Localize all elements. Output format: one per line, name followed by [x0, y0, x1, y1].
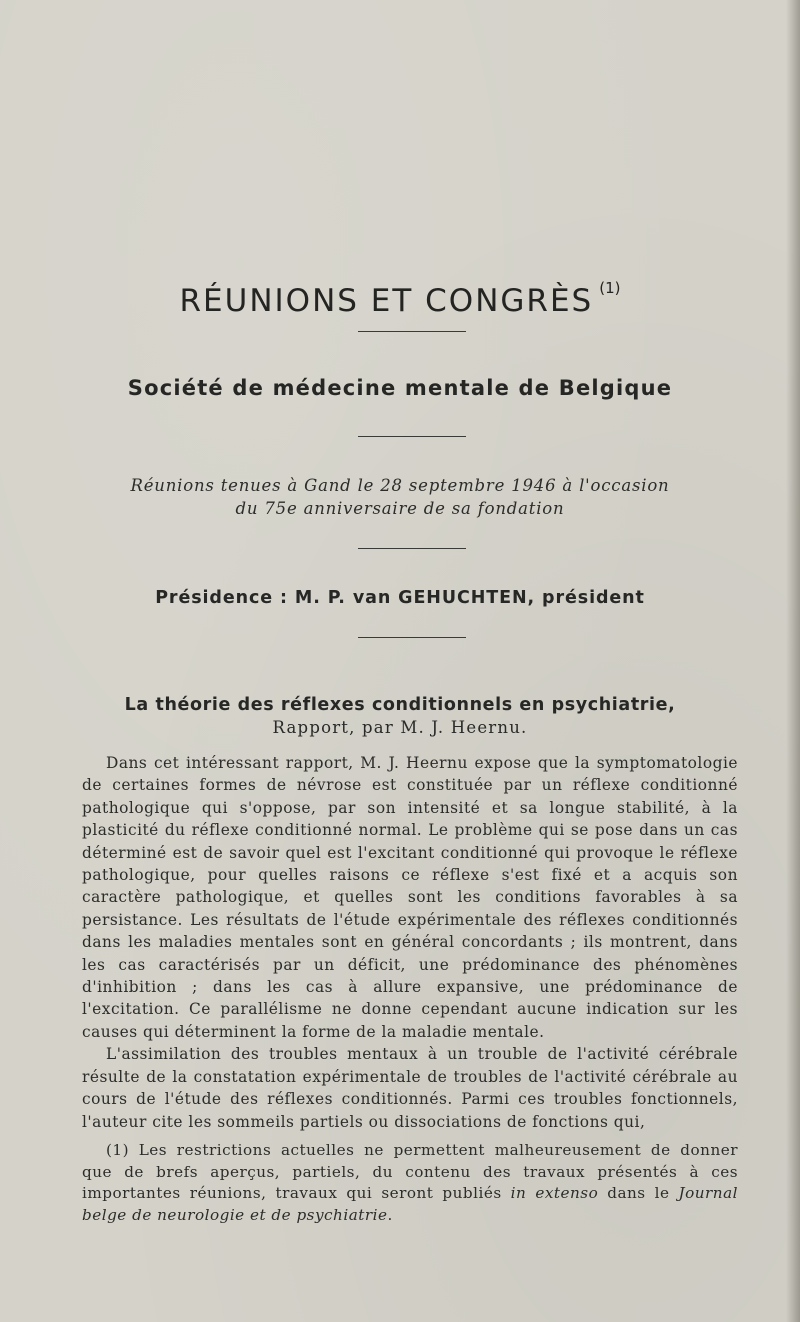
report-byline: Rapport, par M. J. Heernu.	[272, 718, 528, 737]
body-paragraph-1: Dans cet intéressant rapport, M. J. Heernu expose que la symptomatologie de certaines formes de névrose est constituée par un réflexe conditionné pathologique qui s'oppose, par son intensité et sa longue stabilité, à la plasticité du réflexe conditionné normal. Le problème qui se pose dans un cas déterminé est de savoir quel est l'excitant conditionné qui provoque le réflexe pathologique, pour quelles raisons ce réflexe s'est fixé et a acquis son caractère pathologique, et quelles sont les conditions favorables à sa persistance. Les résultats de l'étude expérimentale des réflexes conditionnés dans les maladies mentales sont en général concordants ; ils montrent, dans les cas caractérisés par un déficit, une prédominance des phénomènes d'inhibition ; dans les cas à allure expansive, une prédominance de l'excitation. Ce parallélisme ne donne cependant aucune indication sur les causes qui déterminent la forme de la maladie mentale.	[82, 754, 738, 1041]
report-title: La théorie des réflexes conditionnels en psychiatrie,	[124, 695, 676, 715]
meeting-line-1: Réunions tenues à Gand le 28 septembre 1946 à l'occasion	[130, 476, 670, 495]
divider-rule	[358, 436, 466, 437]
title-footnote-mark: (1)	[599, 278, 621, 297]
footnote-text-3: .	[387, 1205, 393, 1224]
divider-rule	[358, 548, 466, 549]
footnote-journal-title: Journal belge de neurologie et de psychiatrie	[82, 1184, 738, 1224]
page-edge-shadow	[786, 0, 800, 1322]
meeting-line-2: du 75e anniversaire de sa fondation	[235, 499, 565, 518]
divider-rule	[358, 637, 466, 638]
footnote-text-2: dans le	[598, 1184, 679, 1202]
body-text	[82, 752, 738, 1133]
page-title	[0, 279, 800, 319]
footnote	[82, 1140, 738, 1226]
page-title-text: RÉUNIONS ET CONGRÈS	[179, 282, 594, 319]
presidency-line: Présidence : M. P. van GEHUCHTEN, président	[155, 588, 645, 608]
footnote-text-1: (1) Les restrictions actuelles ne permettent malheureusement de donner que de brefs aperçus, partiels, du contenu des travaux présentés à ces importantes réunions, travaux qui seront publiés	[82, 1141, 738, 1202]
meeting-info	[0, 474, 800, 520]
footnote-italic-1: in extenso	[510, 1184, 599, 1202]
society-heading: Société de médecine mentale de Belgique	[127, 376, 673, 400]
divider-rule	[358, 331, 466, 332]
body-paragraph-2: L'assimilation des troubles mentaux à un trouble de l'activité cérébrale résulte de la constatation expérimentale de troubles de l'activité cérébrale au cours de l'étude des réflexes conditionnés. Parmi ces troubles fonctionnels, l'auteur cite les sommeils partiels ou dissociations de fonctions qui,	[82, 1045, 738, 1131]
